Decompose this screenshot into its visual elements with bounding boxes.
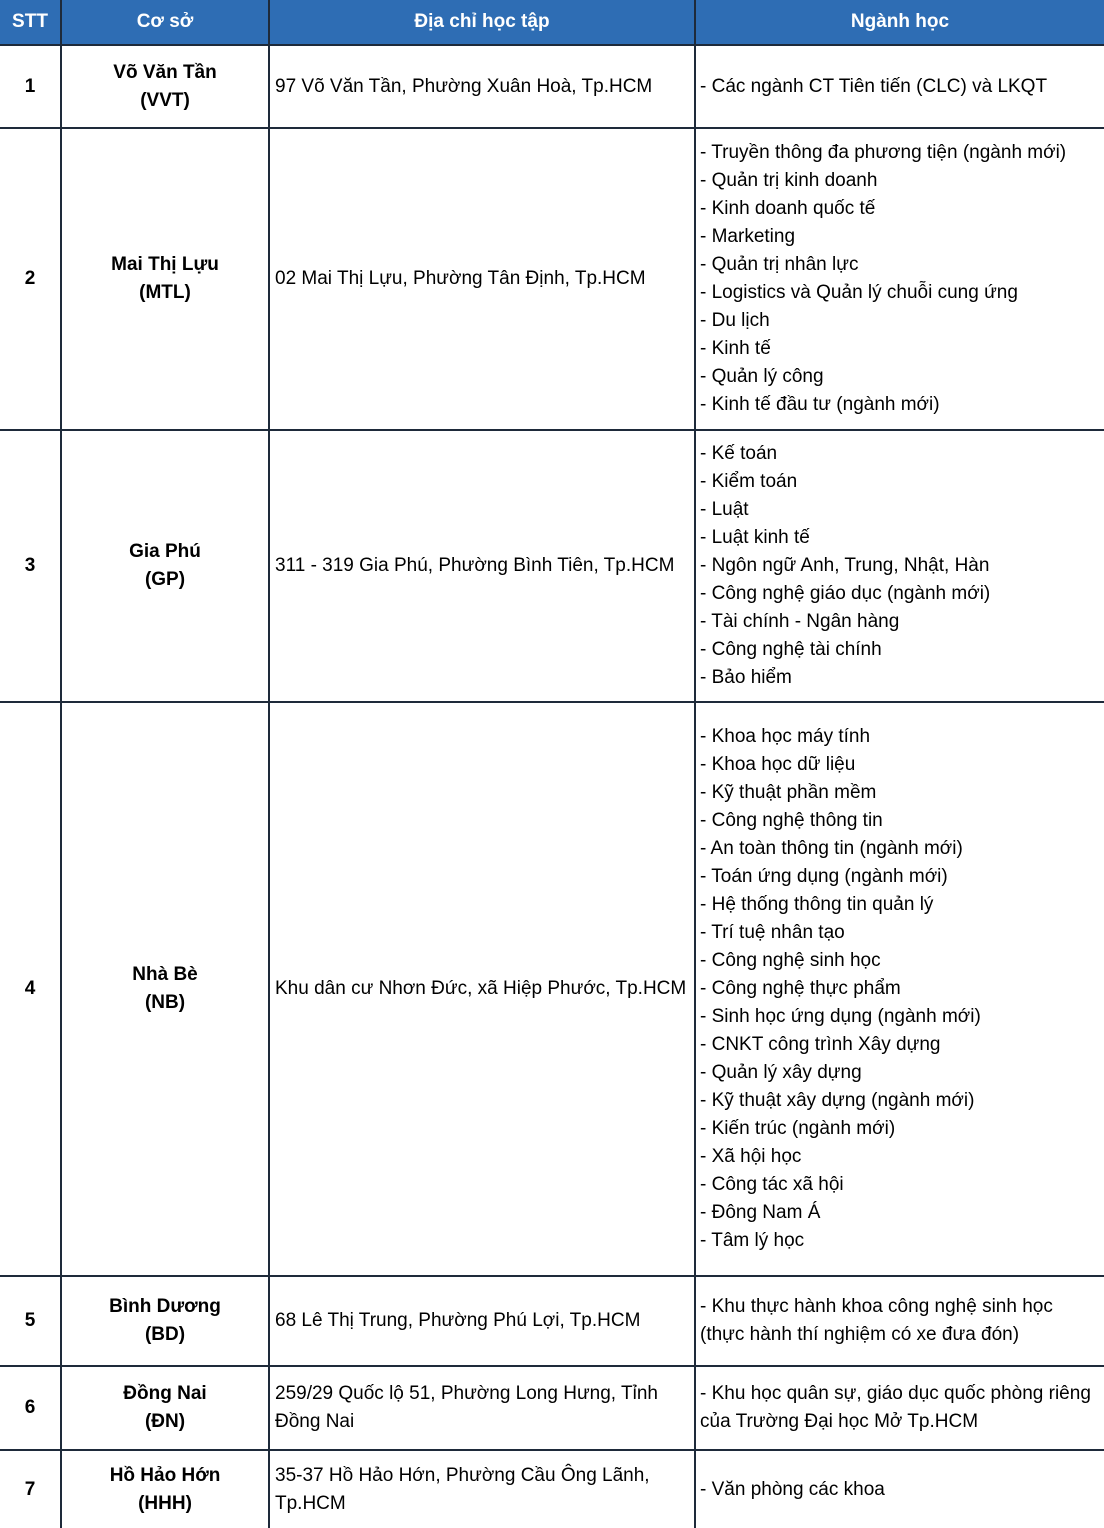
- site-name: Mai Thị Lựu: [111, 254, 219, 275]
- site-code: (BD): [144, 1324, 186, 1345]
- site-code: (VVT): [140, 89, 190, 111]
- address-cell: 259/29 Quốc lộ 51, Phường Long Hưng, Tỉnh Đồng Nai: [269, 1366, 695, 1450]
- majors-cell: [695, 128, 1104, 430]
- site-name: Bình Dương: [109, 1296, 221, 1317]
- major-item: - Kinh tế: [700, 338, 771, 359]
- majors-cell: [695, 45, 1104, 128]
- major-item: - Trí tuệ nhân tạo: [700, 922, 845, 943]
- major-item: - Sinh học ứng dụng (ngành mới): [700, 1006, 981, 1027]
- site-name: Gia Phú: [129, 541, 201, 562]
- table-row: [0, 45, 1104, 128]
- major-item: - Kinh tế đầu tư (ngành mới): [700, 394, 940, 415]
- major-item: - Công nghệ thực phẩm: [700, 978, 901, 999]
- header-row: [0, 0, 1104, 45]
- table-row: [0, 430, 1104, 702]
- table-row: [0, 702, 1104, 1276]
- major-item: - Bảo hiểm: [700, 667, 792, 688]
- site-name: Hồ Hảo Hớn: [109, 1464, 221, 1486]
- majors-cell: [695, 1276, 1104, 1366]
- major-item: - Tâm lý học: [700, 1230, 805, 1251]
- site-code: (ĐN): [144, 1411, 186, 1432]
- table-row: [0, 128, 1104, 430]
- majors-cell: [695, 430, 1104, 702]
- major-item: - Tài chính - Ngân hàng: [700, 611, 900, 632]
- row-number: 4: [0, 702, 61, 1276]
- major-item: - Khu thực hành khoa công nghệ sinh học (thực hành thí nghiệm có xe đưa đón): [700, 1296, 1053, 1345]
- site-name: Võ Văn Tần: [113, 61, 217, 83]
- major-item: - Du lịch: [700, 310, 770, 331]
- major-item: - Kiểm toán: [700, 471, 798, 492]
- site-name: Đồng Nai: [123, 1383, 207, 1404]
- major-item: - Quản lý xây dựng: [700, 1062, 862, 1083]
- site-code: (NB): [144, 992, 186, 1013]
- address-cell: 311 - 319 Gia Phú, Phường Bình Tiên, Tp.HCM: [269, 430, 695, 702]
- major-item: - Marketing: [700, 226, 796, 247]
- major-item: - Ngôn ngữ Anh, Trung, Nhật, Hàn: [700, 555, 990, 576]
- major-item: - Xã hội học: [700, 1146, 802, 1167]
- major-item: - Khoa học máy tính: [700, 726, 871, 747]
- major-item: - Công nghệ thông tin: [700, 810, 883, 831]
- major-item: - Công nghệ sinh học: [700, 950, 881, 971]
- site-cell: [61, 702, 269, 1276]
- majors-cell: [695, 1450, 1104, 1528]
- major-item: - Hệ thống thông tin quản lý: [700, 894, 934, 915]
- address-cell: 68 Lê Thị Trung, Phường Phú Lợi, Tp.HCM: [269, 1276, 695, 1366]
- major-item: - Luật kinh tế: [700, 527, 810, 548]
- major-item: - Đông Nam Á: [700, 1202, 821, 1223]
- row-number: 7: [24, 1478, 36, 1500]
- table-row: [0, 1366, 1104, 1450]
- major-item: - Quản trị kinh doanh: [700, 170, 878, 191]
- site-cell: [61, 430, 269, 702]
- major-item: - Toán ứng dụng (ngành mới): [700, 866, 948, 887]
- major-item: - Các ngành CT Tiên tiến (CLC) và LKQT: [700, 75, 1048, 97]
- header-majors: Ngành học: [695, 0, 1104, 45]
- major-item: - Khu học quân sự, giáo dục quốc phòng riêng của Trường Đại học Mở Tp.HCM: [700, 1383, 1091, 1432]
- majors-cell: [695, 1366, 1104, 1450]
- major-item: - Công tác xã hội: [700, 1174, 844, 1195]
- row-number: 2: [0, 128, 61, 430]
- major-item: - Kỹ thuật phần mềm: [700, 782, 877, 803]
- row-number: 6: [0, 1366, 61, 1450]
- major-item: - Logistics và Quản lý chuỗi cung ứng: [700, 282, 1018, 303]
- row-number: 5: [0, 1276, 61, 1366]
- major-item: - CNKT công trình Xây dựng: [700, 1034, 941, 1055]
- site-code: (HHH): [138, 1492, 192, 1514]
- major-item: - Khoa học dữ liệu: [700, 754, 856, 775]
- site-cell: [61, 1366, 269, 1450]
- site-cell: [61, 1450, 269, 1528]
- site-cell: [61, 1276, 269, 1366]
- major-item: - Công nghệ tài chính: [700, 639, 882, 660]
- major-item: - Quản lý công: [700, 366, 824, 387]
- major-item: - Kế toán: [700, 443, 778, 464]
- site-code: (GP): [144, 569, 186, 590]
- major-item: - Quản trị nhân lực: [700, 254, 859, 275]
- major-item: - Kỹ thuật xây dựng (ngành mới): [700, 1090, 975, 1111]
- table-row: [0, 1276, 1104, 1366]
- site-cell: [61, 45, 269, 128]
- major-item: - Công nghệ giáo dục (ngành mới): [700, 583, 991, 604]
- major-item: - Văn phòng các khoa: [700, 1478, 885, 1500]
- major-item: - Kiến trúc (ngành mới): [700, 1118, 896, 1139]
- row-number: 3: [0, 430, 61, 702]
- address-cell: 02 Mai Thị Lựu, Phường Tân Định, Tp.HCM: [269, 128, 695, 430]
- address-cell: 97 Võ Văn Tần, Phường Xuân Hoà, Tp.HCM: [269, 45, 695, 128]
- site-cell: [61, 128, 269, 430]
- major-item: - Truyền thông đa phương tiện (ngành mới): [700, 142, 1067, 163]
- header-address: Địa chỉ học tập: [269, 0, 695, 45]
- row-number: 1: [0, 45, 61, 128]
- major-item: - An toàn thông tin (ngành mới): [700, 838, 963, 859]
- address-cell: 35-37 Hồ Hảo Hớn, Phường Cầu Ông Lãnh, Tp.HCM: [269, 1450, 695, 1528]
- major-item: - Luật: [700, 499, 749, 520]
- header-site: Cơ sở: [61, 0, 269, 45]
- major-item: - Kinh doanh quốc tế: [700, 198, 876, 219]
- site-code: (MTL): [139, 282, 191, 303]
- majors-cell: [695, 702, 1104, 1276]
- site-name: Nhà Bè: [132, 964, 198, 985]
- address-cell: Khu dân cư Nhơn Đức, xã Hiệp Phước, Tp.HCM: [269, 702, 695, 1276]
- table-row: [0, 1450, 1104, 1528]
- header-stt: STT: [0, 0, 61, 45]
